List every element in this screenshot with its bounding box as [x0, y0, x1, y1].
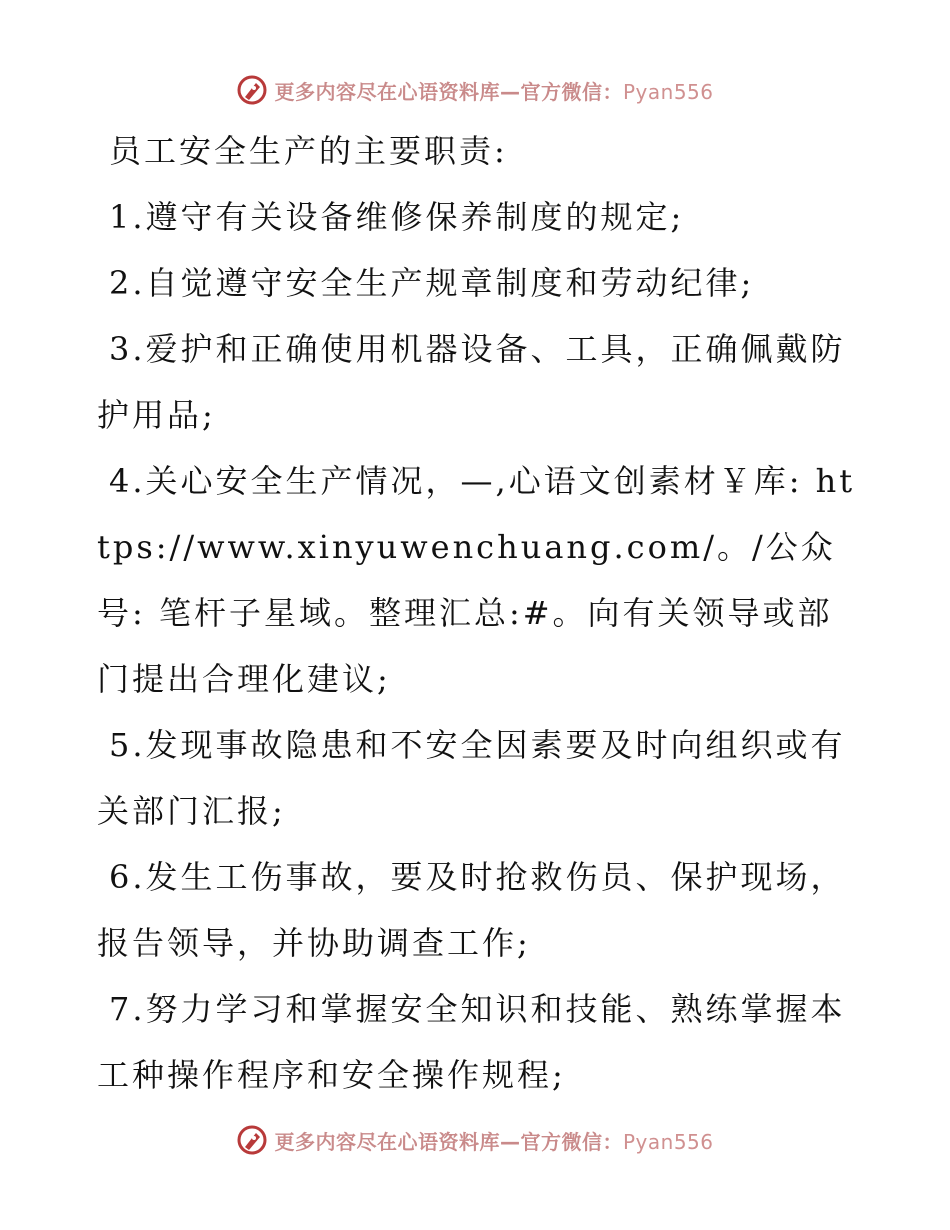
- duty-item-3: 3.爱护和正确使用机器设备、工具，正确佩戴防护用品;: [97, 330, 846, 434]
- footer-banner-text: 更多内容尽在心语资料库—官方微信：Pyan556: [274, 1129, 714, 1154]
- header-banner-text: 更多内容尽在心语资料库—官方微信：Pyan556: [274, 79, 714, 104]
- header-banner: [0, 70, 950, 110]
- duty-item-4: 4.关心安全生产情况，—,心语文创素材￥库: https://www.xinyuwenchuang.com/。/公众号: 笔杆子星域。整理汇总:#。向有关领导或部门提出合理化建议;: [97, 462, 856, 698]
- duty-item-2: 2.自觉遵守安全生产规章制度和劳动纪律;: [109, 264, 755, 302]
- duty-item-1: 1.遵守有关设备维修保养制度的规定;: [109, 198, 685, 236]
- footer-banner: [0, 1120, 950, 1160]
- footer-banner-handle: Pyan556: [622, 1129, 714, 1154]
- document-body: [97, 118, 857, 1108]
- duty-item-7: 7.努力学习和掌握安全知识和技能、熟练掌握本工种操作程序和安全操作规程;: [97, 990, 846, 1094]
- pen-nib-logo-icon: [236, 74, 268, 106]
- header-banner-handle: Pyan556: [622, 79, 714, 104]
- duty-item-6: 6.发生工伤事故，要及时抢救伤员、保护现场，报告领导，并协助调查工作;: [97, 858, 846, 962]
- duty-item-5: 5.发现事故隐患和不安全因素要及时向组织或有关部门汇报;: [97, 726, 846, 830]
- document-title: 员工安全生产的主要职责:: [109, 132, 508, 170]
- pen-nib-logo-icon: [236, 1124, 268, 1156]
